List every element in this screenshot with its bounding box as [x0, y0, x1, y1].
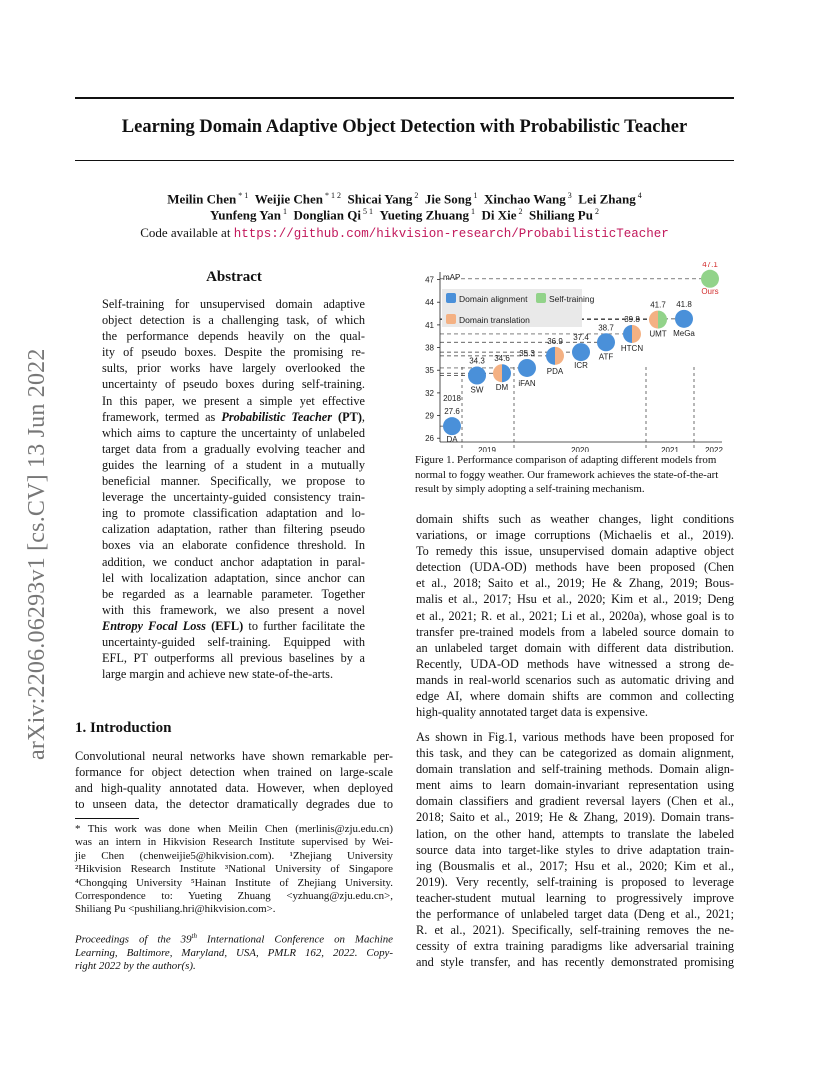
author-affiliation-mark: 4 — [635, 191, 642, 200]
data-point-left-half — [546, 347, 555, 365]
data-point — [443, 417, 461, 435]
abstract-line: EFL, PT outperforms all previous baselines by a — [102, 651, 365, 666]
x-group-label: 2022 — [705, 446, 723, 452]
author-name: Jie Song — [424, 191, 472, 207]
code-url-link[interactable]: https://github.com/hikvision-research/ProbabilisticTeacher — [233, 227, 669, 241]
paper-title: Learning Domain Adaptive Object Detection with Probabilistic Teacher — [121, 117, 688, 137]
legend-label: Self-training — [549, 294, 595, 304]
abstract-line: with this framework, we also present a novel — [102, 602, 365, 617]
right-column-paragraph-2 — [416, 729, 734, 970]
affiliation-footnote — [75, 823, 393, 917]
author-name: Di Xie — [481, 207, 517, 223]
author-affiliation-mark: 1 — [468, 207, 475, 216]
body-line: mands in real-world scenarios such as automatic driving and — [416, 672, 734, 687]
footnote-line: Correspondence to: Yueting Zhuang <yzhuang@zju.edu.cn>, — [75, 890, 393, 903]
author-list-line-2 — [75, 207, 734, 223]
y-tick-label: 26 — [425, 434, 434, 444]
footnote-line: * This work was done when Meilin Chen (merlinis@zju.edu.cn) — [75, 823, 393, 835]
abstract-line: uncertainty-guided self-training. Equipped with — [102, 634, 365, 649]
intro-line: to unseen data, the detector dramatically degrades due to — [75, 797, 393, 812]
body-line: transfer pre-trained models from a labeled source domain to — [416, 624, 734, 639]
code-availability — [75, 225, 734, 241]
abstract-line: leverage the uncertainty-guided consistency train- — [102, 490, 365, 505]
author-name: Yueting Zhuang — [379, 207, 469, 223]
body-line: the performance of unlabeled target data (Deng et al., 2021; — [416, 907, 734, 922]
intro-line: and high-quality annotated data. However, when deployed — [75, 781, 393, 796]
abstract-line: Entropy Focal Loss (EFL) to further facilitate the — [102, 618, 365, 633]
value-label: 35.3 — [519, 348, 535, 358]
introduction-heading: 1. Introduction — [75, 720, 172, 736]
abstract-line: which aims to capture the uncertainty of unlabeled — [102, 425, 365, 440]
y-tick-label: 44 — [425, 298, 434, 308]
body-line: cessity of extra training paradigms like adversarial training — [416, 939, 734, 954]
body-line: et al., 2018; Saito et al., 2019; He & Zhang, 2019; Bous- — [416, 576, 734, 591]
abstract-line: be regarded as a learnable parameter. Together — [102, 586, 365, 601]
value-label: 41.8 — [676, 299, 692, 309]
author-name: Lei Zhang — [578, 191, 636, 207]
abstract-line: ing to promote classification adaptation and lo- — [102, 506, 365, 521]
legend-swatch — [536, 293, 546, 303]
x-group-label: 2021 — [661, 446, 679, 452]
method-label: DM — [495, 383, 509, 393]
value-label: 27.6 — [444, 407, 460, 417]
method-label: ATF — [598, 352, 614, 362]
body-line: edge AI, where domain shifts are common and collecting — [416, 689, 734, 704]
author-name: Shicai Yang — [347, 191, 413, 207]
data-point — [675, 310, 693, 328]
title-bottom-rule — [75, 160, 734, 161]
data-point-right-half — [555, 347, 564, 365]
y-tick-label: 29 — [425, 411, 434, 421]
y-tick-label: 47 — [425, 275, 434, 285]
abstract-line: lel with localization adaptation, since anchor can — [102, 570, 365, 585]
intro-line: Convolutional neural networks have shown remarkable per- — [75, 749, 393, 763]
footnote-line: jie Chen (chenweijie5@hikvision.com). ¹Zhejiang University — [75, 849, 393, 862]
y-axis-label: mAP — [443, 273, 461, 282]
value-label: 47.1 — [702, 262, 718, 269]
intro-line: formance for object detection when trained on large-scale — [75, 765, 393, 780]
x-group-label: 2019 — [478, 446, 496, 452]
legend-label: Domain alignment — [459, 294, 528, 304]
body-line: To remedy this issue, unsupervised domain adaptive object — [416, 544, 734, 559]
method-label: iFAN — [518, 378, 536, 388]
author-name: Yunfeng Yan — [210, 207, 281, 223]
footnote-line: Shiliang Pu <pushiliang.hri@hikvision.com>. — [75, 903, 276, 916]
abstract-line: framework, termed as Probabilistic Teacher (PT), — [102, 409, 365, 424]
proceedings-note — [75, 930, 393, 974]
body-line: ing (Bousmalis et al., 2017; Hsu et al., 2020; Kim et al., — [416, 858, 734, 873]
legend-swatch — [446, 293, 456, 303]
body-line: 2018; Saito et al., 2019; He & Zhang, 2019). Domain trans- — [416, 810, 734, 825]
body-line: et al., 2021; R. et al., 2021; Li et al., 2020a), whose goal is to — [416, 608, 734, 623]
introduction-text — [75, 748, 393, 812]
body-line: R. et al., 2021). Specifically, self-training removes the ne- — [416, 923, 734, 938]
abstract-line: ity of pseudo boxes. Despite the promising re- — [102, 345, 365, 360]
abstract-line: uncertainty of pseudo boxes during self-training. — [102, 377, 365, 392]
abstract-line: Self-training for unsupervised domain adaptive — [102, 297, 365, 311]
data-point-right-half — [658, 311, 667, 329]
abstract-line: beneficial manner. Specifically, we propose to — [102, 474, 365, 489]
method-label: SW — [470, 385, 484, 395]
method-label: ICR — [574, 361, 588, 371]
arxiv-identifier: arXiv:2206.06293v1 [cs.CV] 13 Jun 2022 — [24, 348, 50, 760]
author-affiliation-mark: 1 — [280, 207, 287, 216]
value-label: 36.9 — [547, 336, 563, 346]
abstract-line: sults, prior works have largely overlooked the — [102, 361, 365, 376]
data-point-left-half — [649, 311, 658, 329]
abstract-line: guides the learning of a student in a mutually — [102, 457, 365, 472]
abstract-line: calization adaptation, rather than filtering pseudo — [102, 522, 365, 537]
y-tick-label: 35 — [425, 366, 434, 376]
y-tick-label: 38 — [425, 343, 434, 353]
data-point — [701, 270, 719, 288]
author-affiliation-mark: 2 — [592, 207, 599, 216]
body-line: source data into target-like styles to drive adaptation train- — [416, 842, 734, 857]
abstract-line: target data from a gradually evolving teacher and — [102, 441, 365, 456]
abstract-line: boxes via an elaborate confidence threshold. In — [102, 538, 365, 553]
author-list-line-1 — [75, 191, 734, 207]
value-label: 34.6 — [494, 354, 510, 364]
year-annotation: 2018 — [443, 394, 461, 404]
abstract-line: addition, we conduct anchor adaptation in paral- — [102, 554, 365, 569]
proceedings-line: Learning, Baltimore, Maryland, USA, PMLR 162, 2022. Copy- — [75, 947, 393, 960]
abstract-line: object detection is a challenging task, of which — [102, 313, 365, 328]
y-tick-label: 32 — [425, 388, 434, 398]
body-line: Recently, UDA-OD methods have witnessed a strong de- — [416, 656, 734, 671]
body-line: As shown in Fig.1, various methods have been proposed for — [416, 730, 734, 744]
footnote-line: ⁴Chongqing University ⁵Hainan Institute of Zhejiang University. — [75, 876, 393, 889]
value-label: 41.7 — [650, 300, 666, 310]
body-line: high-quality annotated target data is expensive. — [416, 705, 648, 720]
legend-label: Domain translation — [459, 315, 530, 325]
abstract-text — [102, 296, 365, 682]
body-line: ment aims to learn domain-invariant representation using — [416, 778, 734, 793]
author-name: Shiliang Pu — [529, 207, 593, 223]
author-affiliation-mark: 2 — [516, 207, 523, 216]
author-name: Weijie Chen — [254, 191, 324, 207]
body-line: domain classifiers and gradient reversal layers (Chen et al., — [416, 794, 734, 809]
code-prefix: Code available at — [140, 225, 231, 240]
data-point-right-half — [502, 364, 511, 382]
footnote-line: was an intern in Hikvision Research Institute supervised by Wei- — [75, 836, 393, 849]
data-point-left-half — [493, 364, 502, 382]
abstract-line: the performance depends heavily on the qual- — [102, 329, 365, 344]
body-line: domain shifts such as weather changes, light conditions — [416, 512, 734, 526]
data-point-right-half — [632, 325, 641, 343]
proceedings-line: Proceedings of the 39th International Conference on Machine — [75, 932, 394, 946]
right-column-paragraph-1 — [416, 511, 734, 720]
legend-swatch — [446, 314, 456, 324]
proceedings-line: right 2022 by the author(s). — [75, 960, 196, 973]
data-point — [597, 333, 615, 351]
author-affiliation-mark: 1 — [471, 191, 478, 200]
body-line: lation, on the other hand, attempts to translate the labeled — [416, 826, 734, 841]
value-label: 39.8 — [624, 314, 640, 324]
author-affiliation-mark: 2 — [412, 191, 419, 200]
value-label: 38.7 — [598, 323, 614, 333]
body-line: 2019). Very recently, self-training is proposed to leverage — [416, 874, 734, 889]
method-label: HTCN — [620, 343, 644, 353]
body-line: and style transfer, and has recently demonstrated promising — [416, 955, 734, 970]
figure-1-chart — [410, 262, 740, 452]
data-point — [468, 367, 486, 385]
abstract-heading: Abstract — [206, 269, 262, 285]
y-tick-label: 41 — [425, 320, 434, 330]
title-top-rule — [75, 97, 734, 99]
body-line: teacher-student mutual learning to progressively improve — [416, 890, 734, 905]
data-point-left-half — [623, 325, 632, 343]
x-group-label: 2020 — [571, 446, 589, 452]
body-line: malis et al., 2017; Hsu et al., 2020; Kim et al., 2019; Deng — [416, 592, 734, 607]
abstract-line: large margin and achieve new state-of-the-arts. — [102, 667, 334, 682]
body-line: detection (UDA-OD) methods have been proposed (Chen — [416, 560, 734, 575]
author-name: Donglian Qi — [293, 207, 361, 223]
body-line: variations, or image corruptions (Michaelis et al., 2019). — [416, 528, 734, 543]
body-line: an unlabeled target domain with different data distribution. — [416, 640, 734, 655]
data-point — [518, 359, 536, 377]
author-name: Meilin Chen — [167, 191, 237, 207]
footnote-line: ²Hikvision Research Institute ³National University of Singapore — [75, 863, 393, 876]
method-label: PDA — [546, 366, 564, 376]
data-point — [572, 343, 590, 361]
figure-1-caption — [415, 453, 735, 497]
author-name: Xinchao Wang — [484, 191, 566, 207]
abstract-line: In this paper, we present a simple yet effective — [102, 393, 365, 408]
value-label: 34.3 — [469, 356, 485, 366]
author-affiliation-mark: 3 — [565, 191, 572, 200]
footnote-rule — [75, 818, 139, 819]
method-label: UMT — [649, 329, 667, 339]
caption-text: Figure 1. Performance comparison of adapting different models from normal to foggy weather. Our framework achieves the state-of-the-art result by simply adopting a self-training mechanism. — [415, 454, 719, 496]
method-label: MeGa — [673, 328, 695, 338]
author-affiliation-mark: 5 1 — [361, 207, 373, 216]
body-line: this task, and they can be categorized as domain alignment, — [416, 746, 734, 761]
author-affiliation-mark: * 1 2 — [323, 191, 342, 200]
value-label: 37.4 — [573, 333, 589, 343]
method-label: DA — [446, 435, 458, 445]
author-affiliation-mark: * 1 — [236, 191, 249, 200]
body-line: domain translation and self-training methods. Domain align- — [416, 762, 734, 777]
method-label: Ours — [701, 286, 719, 296]
